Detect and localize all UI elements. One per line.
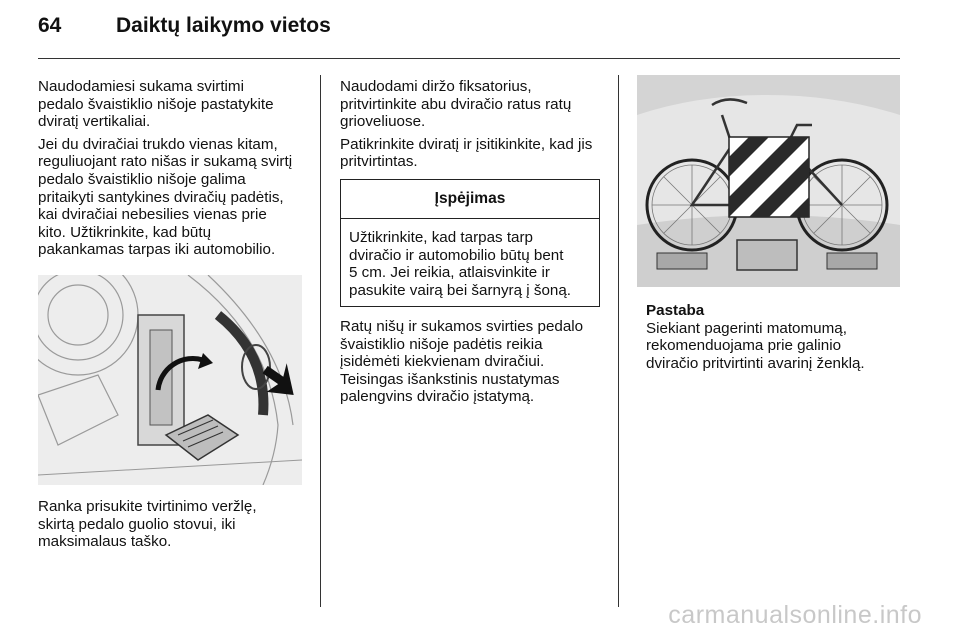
paragraph: Patikrinkite dviratį ir įsitikinkite, kad jis pritvirtintas. bbox=[340, 135, 593, 171]
paragraph: Naudodamiesi sukama svirtimi pedalo švaistiklio nišoje pastatykite dviratį vertikaliai. bbox=[38, 78, 274, 131]
pedal-clamp-illustration bbox=[38, 275, 302, 485]
paragraph: Jei du dviračiai trukdo vienas kitam, reguliuojant rato nišas ir sukamą svirtį pedalo švaistiklio nišoje galima pritaikyti santykines dviračių padėtis, kai dviračiai nebesilies vienas prie kito. Užtikrinkite, kad būtų pakankamas tarpas iki automobilio. bbox=[38, 135, 293, 259]
note-block bbox=[646, 302, 900, 372]
column-1-text-bottom bbox=[38, 498, 313, 556]
column-divider-2 bbox=[618, 75, 619, 607]
header-rule bbox=[38, 58, 900, 59]
paragraph: Ranka prisukite tvirtinimo veržlę, skirtą pedalo guolio stovui, iki maksimalaus taško. bbox=[38, 498, 257, 551]
note-body: Siekiant pagerinti matomumą, rekomenduojama prie galinio dviračio pritvirtinti avarinį ženklą. bbox=[646, 319, 865, 372]
column-2-text bbox=[340, 78, 608, 176]
warning-title: Įspėjimas bbox=[341, 180, 599, 219]
note-title: Pastaba bbox=[646, 302, 705, 319]
bicycle-carrier-illustration bbox=[637, 75, 900, 287]
warning-box bbox=[340, 179, 600, 307]
column-1-text bbox=[38, 78, 313, 264]
column-2-text-bottom bbox=[340, 318, 608, 411]
paragraph: Naudodami diržo fiksatorius, pritvirtinkite abu dviračio ratus ratų grioveliuose. bbox=[340, 78, 572, 131]
page-number: 64 bbox=[38, 14, 62, 37]
paragraph: Ratų nišų ir sukamos svirties pedalo švaistiklio nišoje padėtis reikia įsidėmėti kiekvienam dviračiui. Teisingas išankstinis nustatymas palengvins dviračio įstatymą. bbox=[340, 318, 584, 406]
warning-body: Užtikrinkite, kad tarpas tarp dviračio ir automobilio būtų bent 5 cm. Jei reikia, atlaisvinkite ir pasukite vairą bei šarnyrą į šoną. bbox=[349, 229, 572, 299]
page-title: Daiktų laikymo vietos bbox=[116, 14, 331, 37]
watermark: carmanualsonline.info bbox=[668, 601, 922, 629]
page-header bbox=[38, 14, 331, 38]
column-divider-1 bbox=[320, 75, 321, 607]
